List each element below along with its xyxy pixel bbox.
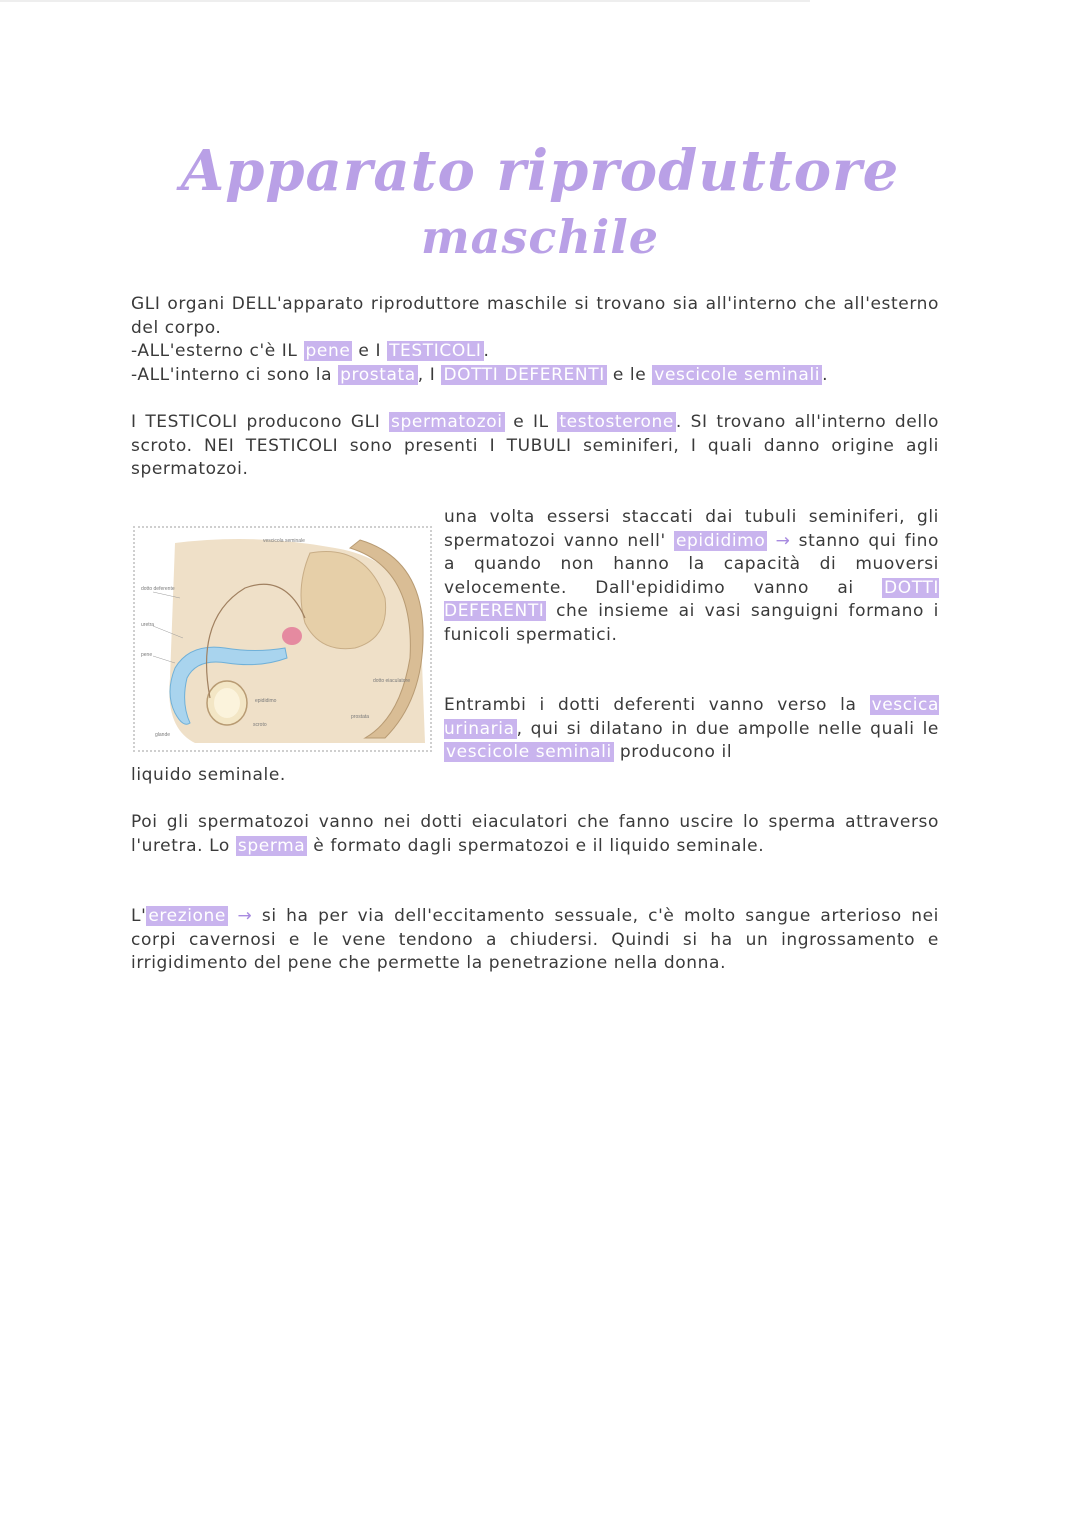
external-organs-prefix: -ALL'esterno c'è IL [131,341,304,361]
testicle-inner [214,688,240,718]
internal-organs-end: . [822,364,829,385]
page-subtitle: maschile [420,210,660,264]
testicoli-mid: e IL [504,412,558,432]
label-vescicola: vescicola seminale [263,538,305,544]
erezione-prefix: L' [131,906,147,926]
testicoli-paragraph [131,411,939,482]
label-dotto-eiaculatore: dotto eiaculatore [373,678,410,684]
testicoli-rest: . SI trovano all'interno dello scroto. NEI TESTICOLI sono presenti I TUBULI seminiferi, I quali danno origine agli spermatozoi. [131,412,939,479]
highlight-dotti-deferenti: DOTTI DEFERENTI [443,364,605,385]
external-organs-mid: e I [352,341,388,361]
page-title: Apparato riproduttore [180,138,900,204]
label-dotto-deferente: dotto deferente [141,586,175,592]
testicoli-prefix: I TESTICOLI producono GLI [131,412,390,432]
label-scroto: scroto [253,722,267,728]
label-prostata: prostata [351,714,370,720]
label-pene: pene [141,652,153,658]
side-p1-prefix: una volta essersi staccati dai tubuli seminiferi, gli spermatozoi vanno nell' [444,507,939,551]
prostate-shape [282,627,302,645]
side-p2-prefix: Entrambi i dotti deferenti vanno verso la [444,695,870,715]
dotti-prefix: Poi gli spermatozoi vanno nei dotti eiaculatori che fanno uscire lo sperma attraverso l'uretra. Lo [131,812,939,856]
internal-organs-mid1: , I [417,364,442,385]
external-organs-end: . [483,341,490,361]
highlight-vescicole-seminali: vescicole seminali [654,364,821,385]
label-glande: glande [155,732,171,738]
dotti-paragraph [131,811,939,858]
highlight-pene: pene [305,341,351,361]
side-p1-mid: stanno qui fino a quando non hanno la capacità di muoversi velocemente. Dall'epididimo vanno ai [444,530,940,598]
erezione-rest: si ha per via dell'eccitamento sessuale, c'è molto sangue arterioso nei corpi cavernosi e le vene tendono a chiudersi. Quindi si ha un ingrossamento e irrigidimento del pene che permette la penetrazione nella donna. [131,906,939,973]
dotti-rest: è formato dagli spermatozoi e il liquido seminale. [307,835,765,856]
highlight-sperma: sperma [237,835,306,856]
highlight-testicoli: TESTICOLI [389,341,482,361]
internal-organs-mid2: e le [606,364,653,385]
highlight-vescicole-seminali-2: vescicole seminali [446,742,612,762]
highlight-erezione: erezione [148,906,226,926]
highlight-vescica-urinaria: vescica urinaria [444,695,939,739]
arrow-icon: → [767,530,799,551]
highlight-testosterone: testosterone [559,412,674,432]
label-epididimo: epididimo [255,698,277,704]
arrow-icon-2: → [227,906,262,926]
top-border-line [0,0,810,2]
highlight-epididimo: epididimo [675,530,766,551]
male-reproductive-diagram [135,528,430,750]
side-paragraph-1 [444,506,939,647]
intro-text: GLI organi DELL'apparato riproduttore maschile si trovano sia all'interno che all'esterno del corpo. [131,294,939,338]
side-p2-end: producono il [613,742,733,762]
erezione-paragraph [131,905,939,976]
side-p2-mid: , qui si dilatano in due ampolle nelle quali le [516,718,939,739]
side-p1-end: che insieme ai vasi sanguigni formano i funicoli spermatici. [444,601,939,645]
internal-organs-prefix: -ALL'interno ci sono la [131,364,339,385]
highlight-dotti-deferenti-2: DOTTI DEFERENTI [444,577,939,621]
liquido-line: liquido seminale. [131,765,286,785]
highlight-prostata: prostata [340,364,416,385]
anatomy-figure [133,526,432,752]
intro-paragraph [131,293,939,387]
label-uretra: uretra [141,622,155,628]
side-paragraph-2 [444,694,939,765]
highlight-spermatozoi: spermatozoi [391,412,503,432]
